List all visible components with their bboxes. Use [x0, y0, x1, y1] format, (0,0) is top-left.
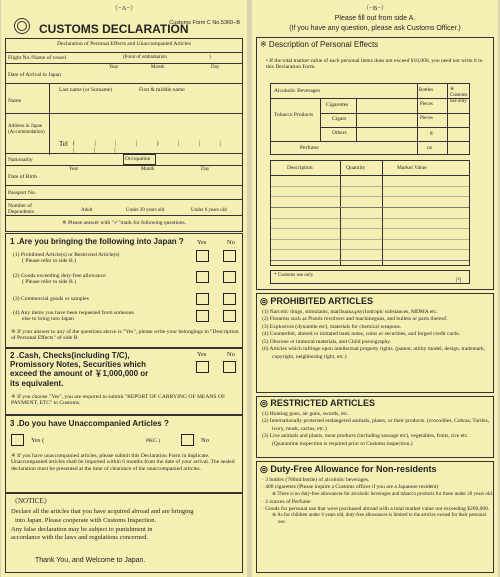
- nationality-input[interactable]: [51, 154, 121, 165]
- market-value-column-header: Market Value: [397, 165, 427, 171]
- quantity-column-header: Quantity: [346, 165, 366, 171]
- q2-note: ※ If you choose "Yes", you are required to submit "REPORT OF CARRYING OF MEANS OF PAYMENT, ETC" to Customs.: [11, 394, 226, 407]
- duty-free-item: · 400 cigarettes (Please inquire a Customs officer if you are a Japanese resident): [262, 484, 439, 491]
- perfume-label: Perfume: [300, 145, 319, 151]
- nationality-label: Nationality: [8, 157, 33, 163]
- address-input[interactable]: [51, 114, 241, 138]
- q1-item-3: (3) Commercial goods or samples: [13, 296, 89, 302]
- cigarettes-input[interactable]: [357, 99, 416, 112]
- perfume-input[interactable]: [357, 142, 416, 154]
- answer-instruction: ※ Please answer with "✓"mark for following questions.: [62, 220, 186, 226]
- birth-day-label: Day: [201, 167, 210, 172]
- q2-no-checkbox[interactable]: [223, 361, 236, 373]
- q1-item-3-no-checkbox[interactable]: [223, 293, 236, 305]
- address-label: Address in Japan (Accommodation): [8, 124, 45, 135]
- prohibited-item: (1) Narcotic drugs, stimulants, marihuana,psychotropic substances, MDMA etc.: [262, 309, 438, 315]
- prohibited-item: (4) Counterfeit, altered or imitated bank notes, coins or securities, and forged credit cards.: [262, 331, 460, 338]
- duty-free-item: · 3 bottles (760ml/bottle) of alcoholic beverages.: [262, 477, 370, 483]
- arrival-day-label: Day: [211, 65, 220, 70]
- duty-free-list: [262, 477, 494, 527]
- form-subtitle: Declaration of Personal Effects and Unaccompanied Articles: [57, 41, 191, 47]
- side-b-form: [252, 0, 498, 577]
- duty-free-item: ※ There is no duty-free allowances for alcoholic beverages and tobacco products for those under 20 years old.: [272, 491, 493, 497]
- restricted-item: (1) Hunting guns, air guns, swords, etc.: [262, 411, 349, 417]
- side-b-label: （−B−）: [362, 5, 388, 12]
- q3-pkg-label: PKG ): [146, 438, 161, 444]
- embarkation-label: (Point of embarkation: [123, 55, 167, 60]
- prohibited-item: (5) Obscene or immoral materials, and Child pornography.: [262, 338, 392, 345]
- side-b-header-line-1: Please fill out from side A.: [334, 15, 416, 22]
- others-input[interactable]: [357, 128, 416, 140]
- personal-effects-title: ※ Description of Personal Effects: [260, 40, 379, 49]
- dependents-adult-label: Adult: [81, 208, 93, 213]
- name-input[interactable]: [51, 95, 241, 109]
- alcoholic-beverages-input[interactable]: [357, 84, 416, 97]
- prohibited-articles-title: ◎ PROHIBITED ARTICLES: [260, 296, 374, 306]
- tobacco-products-label: Tobacco Products: [274, 112, 314, 118]
- date-of-arrival-input[interactable]: [91, 64, 241, 82]
- q3-yes-label: Yes (: [31, 437, 45, 444]
- last-name-label: Last name (or Surname): [59, 87, 113, 93]
- dependents-input[interactable]: [51, 200, 241, 214]
- perfume-unit: oz: [427, 145, 433, 151]
- form-title: CUSTOMS DECLARATION: [39, 22, 189, 36]
- passport-no-input[interactable]: [51, 186, 241, 198]
- q1-item-2-no-checkbox[interactable]: [223, 271, 236, 283]
- q1-item-1-yes-checkbox[interactable]: [196, 250, 209, 262]
- side-b-header-line-2: (If you have any question, please ask Customs Officer.): [289, 25, 461, 32]
- notice-text: Declare all the articles that you have acquired abroad and are bringing into Japan. Please cooperate with Customs Inspection. Any false declaration may be subject to punishment in accordance with the laws and regulations concerned.: [11, 508, 194, 542]
- q1-note: ※ If your answer to any of the questions above is "Yes", please write your belongings in "Description of Personal Effects" of side B.: [11, 329, 239, 342]
- q3-package-count-input[interactable]: [56, 434, 141, 446]
- question-3-title: 3 .Do you have Unaccompanied Articles ?: [10, 419, 169, 428]
- q3-yes-checkbox[interactable]: [11, 434, 24, 446]
- q1-item-4-no-checkbox[interactable]: [223, 310, 236, 322]
- q1-no-header: No: [227, 239, 235, 246]
- dependents-under-20-label: Under 20 years old: [126, 208, 165, 213]
- cigars-input[interactable]: [357, 114, 416, 126]
- name-label: Name: [8, 98, 22, 104]
- restricted-articles-title: ◎ RESTRICTED ARTICLES: [260, 398, 376, 408]
- restricted-item: (2) Internationally protected endangered animals, plants, or their products. (crocodiles, Cobras, Turtles, ivory, musk, cactus, etc.): [262, 418, 490, 432]
- customs-use-only-label: ※ Customs use only: [450, 87, 468, 104]
- arrival-year-label: Year: [109, 65, 119, 70]
- q2-yes-checkbox[interactable]: [196, 361, 209, 373]
- occupation-label: Occupation: [125, 156, 151, 162]
- prohibited-articles-list: [262, 309, 494, 361]
- dependents-under-6-label: Under 6 years old: [191, 208, 227, 213]
- side-a-form: （−A−） Customs Form C No.5360−B CUSTOMS DECLARATION Declaration of Personal Effects and Unaccompanied Articles Flight No./Name of vessel (Point of embarkation ) Date of Arrival in Japan Year Month Day Name Last name (or Surname) First & middle name Address in Japan (Accommodation) Tel ( | | | ) | | | | | | Nationality Occupation Date of Birth Year Month Day Passport No. Number of Dependents Adult Under 20 years old Under 6 years old ※ Please answer with "✓"mark for following questions. 1 .Are you bringing the following into Japan ? Yes No (1) Prohibited Article(s) or Restricted Article(s) ( Please refer to side B.) (2) Goods exceeding duty-free allowance ( Please refer to side B.) (3) Commercial goods or samples (4) Any items you have been requested from someone else to bring into Japan ※ If your answer to any of the questions above is "Yes", please write your belongings in "Description of Personal Effects" of side B. 2 .Cash, Checks(including T/C), Promissory Notes, Securities which exceed the amount of ￥1,000,000 or its equivalent. Yes No ※ If you choose "Yes", you are required to submit "REPORT OF CARRYING OF MEANS OF PAYMENT, ETC" to Customs. 3 .Do you have Unaccompanied Articles ? Yes ( PKG ) No ※ If you have unaccompanied articles, please submit this Declaration Form in duplicate. Unaccompanied articles shall be imported within 6 months from the date of your arrival. The sealed declaration must be presented at the time of clearance of the unaccompanied articles. 《NOTICE》 Declare all the articles that you have acquired abroad and are bringing into Japan. Please cooperate with Customs Inspection. Any false declaration may be subject to punishment in accordance with the laws and regulations concerned. Thank You, and Welcome to Japan.: [1, 0, 247, 577]
- flight-no-input[interactable]: [91, 53, 241, 63]
- q1-item-2: (2) Goods exceeding duty-free allowance ( Please refer to side B.): [13, 273, 106, 286]
- personal-effects-intro: • If the total market value of each personal items does not exceed ¥10,000, you need not write it to this Declaration Form.: [266, 58, 483, 71]
- prohibited-item: (6) Articles which infringe upon intellectual property rights. (patent, utility model, design, trademark, copyright, neighboring right, etc.): [262, 346, 486, 360]
- customs-use-only-bottom: * Customs use only: [274, 273, 314, 278]
- cigarettes-label: Cigarettes: [326, 102, 349, 108]
- cigarettes-unit: Pieces: [420, 102, 433, 107]
- date-of-arrival-label: Date of Arrival in Japan: [8, 72, 61, 78]
- occupation-input[interactable]: [157, 154, 241, 165]
- q1-item-1-no-checkbox[interactable]: [223, 250, 236, 262]
- yen-mark: 円: [456, 278, 462, 284]
- bottles-unit: Bottles: [419, 88, 434, 93]
- q1-item-4: (4) Any items you have been requested from someone else to bring into Japan: [13, 310, 134, 323]
- passport-no-label: Passport No.: [8, 190, 37, 196]
- description-column-header: Description: [287, 165, 313, 171]
- birth-year-label: Year: [69, 167, 79, 172]
- birth-month-label: Month: [141, 167, 155, 172]
- q3-no-checkbox[interactable]: [181, 434, 194, 446]
- question-1-title: 1 .Are you bringing the following into Japan ?: [10, 237, 184, 246]
- number-of-dependents-label: Number of Dependents: [8, 203, 34, 216]
- flight-no-label: Flight No./Name of vessel: [8, 55, 67, 61]
- form-number: Customs Form C No.5360−B: [169, 20, 240, 26]
- side-a-label: （−A−）: [111, 5, 137, 12]
- notice-title: 《NOTICE》: [11, 497, 51, 505]
- q3-no-label: No: [201, 437, 209, 444]
- notice-thanks: Thank You, and Welcome to Japan.: [35, 557, 146, 564]
- duty-free-item: · 2 ounces of Perfume: [262, 498, 311, 505]
- q1-yes-header: Yes: [197, 239, 207, 246]
- personal-effects-entry-rows[interactable]: [271, 176, 469, 265]
- q1-item-3-yes-checkbox[interactable]: [196, 293, 209, 305]
- date-of-birth-input[interactable]: [51, 166, 241, 184]
- duty-free-item: ※ As for children under 6 years old, duty-free allowances is limited to the articles owned for their personal use.: [272, 513, 486, 526]
- prohibited-item: (2) Firearms such as Pistols revolvers and machineguns, and bullets or parts thereof.: [262, 316, 448, 323]
- customs-seal-icon: [14, 18, 30, 34]
- q1-item-2-yes-checkbox[interactable]: [196, 271, 209, 283]
- q3-note: ※ If you have unaccompanied articles, please submit this Declaration Form in duplicate. Unaccompanied articles shall be imported within 6 months from the date of your arrival. The sealed declaration must be presented at the time of clearance of the unaccompanied articles.: [11, 453, 235, 472]
- others-label: Others: [332, 130, 347, 136]
- alcoholic-beverages-label: Alcoholic Beverages: [274, 88, 320, 94]
- q2-yes-header: Yes: [197, 351, 207, 358]
- others-unit: g: [430, 130, 433, 136]
- q2-no-header: No: [227, 351, 235, 358]
- cigars-unit: Pieces: [420, 116, 433, 121]
- restricted-articles-list: [262, 411, 494, 448]
- duty-free-item: · Goods for personal use that were purchased abroad with a total market value not exceeding ¥200,000.: [262, 506, 490, 513]
- duty-free-title: ◎ Duty-Free Allowance for Non-residents: [260, 464, 437, 474]
- restricted-item: (3) Live animals and plants, meat products (including sausage etc), vegetables, fruits, rice etc. (Quarantine inspection is required prior to Customs inspection.): [262, 433, 469, 447]
- cigars-label: Cigars: [332, 116, 347, 122]
- prohibited-item: (3) Explosives (dynamite etc), materials for chemical weapons.: [262, 323, 402, 330]
- question-2-title: 2 .Cash, Checks(including T/C), Promissory Notes, Securities which exceed the amount of ￥1,000,000 or its equivalent.: [10, 351, 149, 388]
- tel-input[interactable]: ( | | | ) | | | | | |: [73, 141, 230, 154]
- q1-item-4-yes-checkbox[interactable]: [196, 310, 209, 322]
- tel-label: Tel: [59, 140, 68, 148]
- arrival-month-label: Month: [151, 65, 165, 70]
- date-of-birth-label: Date of Birth: [8, 174, 38, 180]
- first-name-label: First & middle name: [139, 87, 185, 93]
- q1-item-1: (1) Prohibited Article(s) or Restricted Article(s) ( Please refer to side B.): [13, 252, 120, 265]
